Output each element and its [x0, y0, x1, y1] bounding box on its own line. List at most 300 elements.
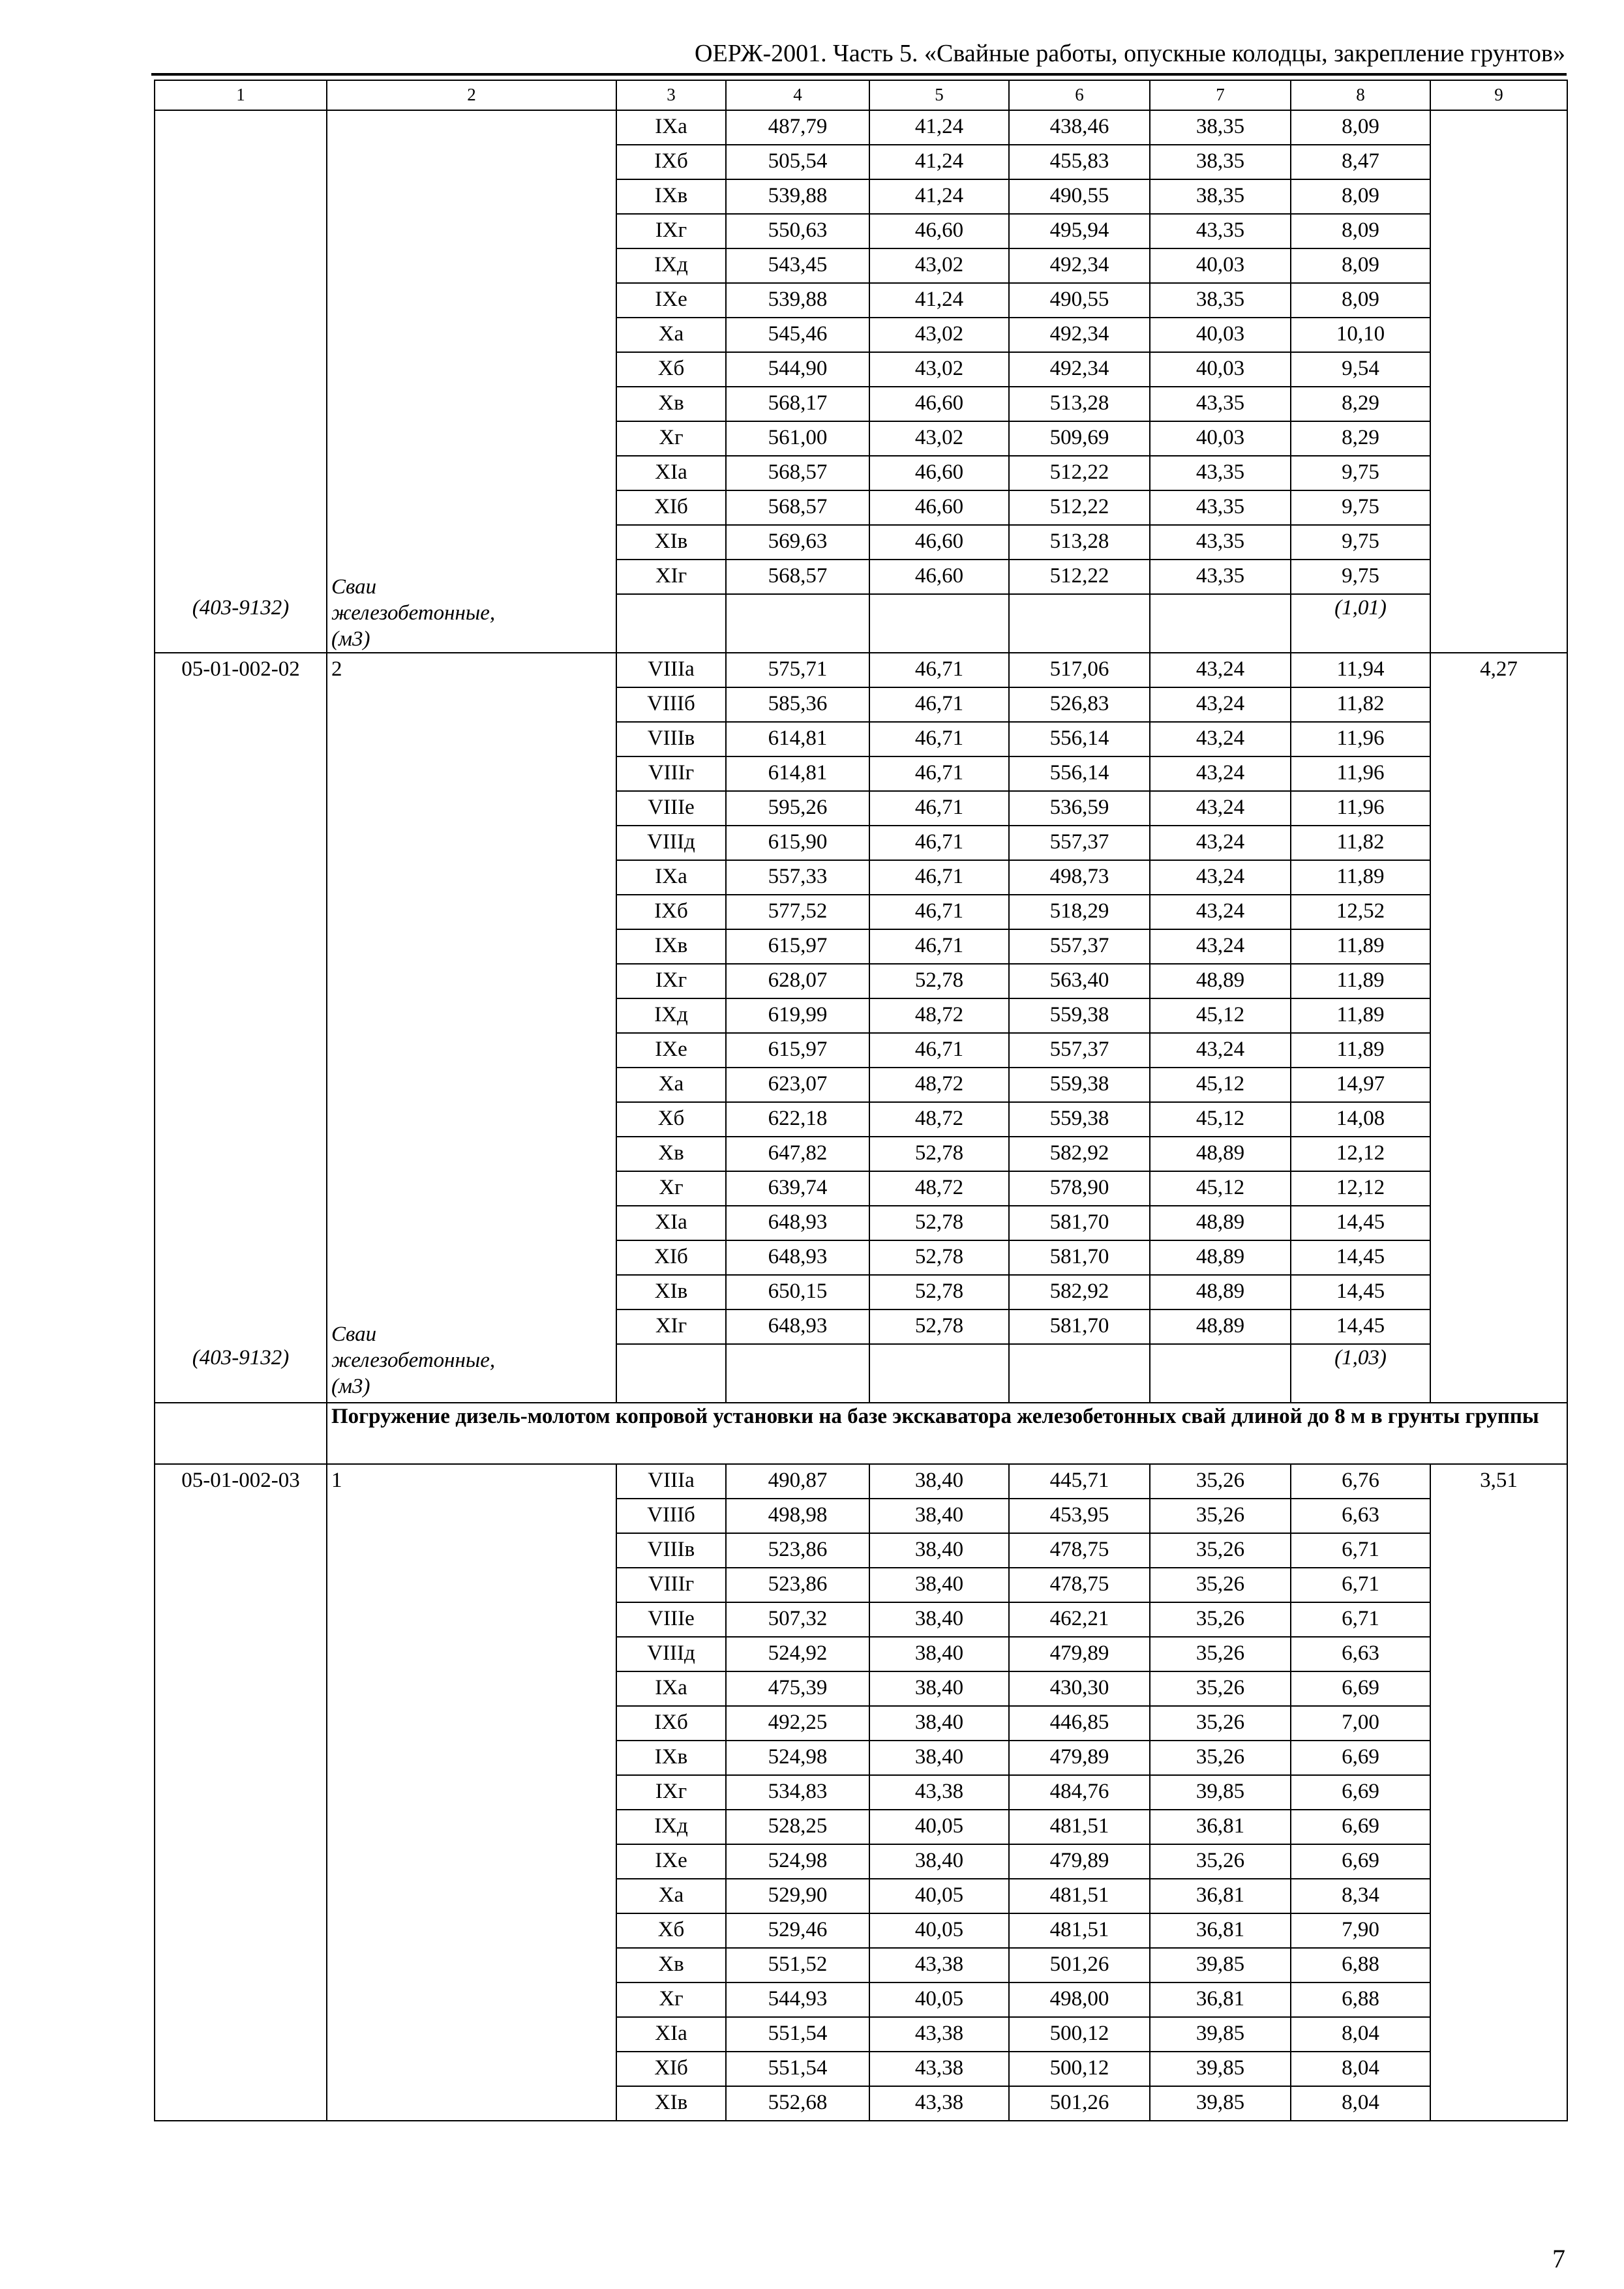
wages-cell: 38,40: [869, 1844, 1009, 1879]
total-cost-cell: 622,18: [726, 1102, 869, 1137]
wages-cell: 46,60: [869, 525, 1009, 560]
machine-cost-cell: 479,89: [1009, 1844, 1150, 1879]
grunt-group-cell: Xв: [616, 1948, 726, 1982]
grunt-group-cell: VIIIг: [616, 1568, 726, 1602]
empty-cell: [726, 1344, 869, 1403]
operator-wages-cell: 35,26: [1150, 1741, 1291, 1775]
grunt-group-cell: VIIIв: [616, 1533, 726, 1568]
materials-cost-cell: 12,12: [1291, 1171, 1430, 1206]
materials-cost-cell: 6,69: [1291, 1810, 1430, 1844]
materials-cost-cell: 8,09: [1291, 283, 1430, 318]
machine-cost-cell: 498,00: [1009, 1982, 1150, 2017]
materials-cost-cell: 6,88: [1291, 1982, 1430, 2017]
operator-wages-cell: 43,35: [1150, 214, 1291, 248]
norm-variant: 2: [331, 657, 342, 681]
wages-cell: 46,60: [869, 387, 1009, 421]
empty-cell: [1009, 1344, 1150, 1403]
total-cost-cell: 551,54: [726, 2052, 869, 2086]
operator-wages-cell: 48,89: [1150, 1309, 1291, 1344]
machine-cost-cell: 490,55: [1009, 179, 1150, 214]
operator-wages-cell: 39,85: [1150, 2052, 1291, 2086]
table-body: [155, 80, 1567, 2121]
total-cost-cell: 490,87: [726, 1464, 869, 1499]
wages-cell: 48,72: [869, 1068, 1009, 1102]
total-cost-cell: 561,00: [726, 421, 869, 456]
machine-cost-cell: 481,51: [1009, 1879, 1150, 1913]
grunt-group-cell: XIа: [616, 1206, 726, 1240]
materials-cost-cell: 6,69: [1291, 1775, 1430, 1810]
machine-cost-cell: 492,34: [1009, 318, 1150, 352]
total-cost-cell: 524,92: [726, 1637, 869, 1671]
empty-cell: [1150, 1344, 1291, 1403]
wages-cell: 48,72: [869, 1102, 1009, 1137]
machine-cost-cell: 556,14: [1009, 756, 1150, 791]
grunt-group-cell: VIIIа: [616, 1464, 726, 1499]
wages-cell: 46,71: [869, 722, 1009, 756]
grunt-group-cell: VIIIд: [616, 1637, 726, 1671]
materials-cost-cell: 10,10: [1291, 318, 1430, 352]
machine-cost-cell: 512,22: [1009, 560, 1150, 594]
materials-cost-cell: 6,63: [1291, 1499, 1430, 1533]
resource-name: Сваи железобетонные, (м3): [331, 575, 496, 651]
operator-wages-cell: 43,24: [1150, 895, 1291, 929]
machine-cost-cell: 479,89: [1009, 1637, 1150, 1671]
wages-cell: 52,78: [869, 1240, 1009, 1275]
total-cost-cell: 498,98: [726, 1499, 869, 1533]
grunt-group-cell: Xб: [616, 1913, 726, 1948]
materials-cost-cell: 8,09: [1291, 179, 1430, 214]
materials-cost-cell: 14,45: [1291, 1309, 1430, 1344]
header-divider: [151, 73, 1567, 76]
total-cost-cell: 524,98: [726, 1844, 869, 1879]
wages-cell: 38,40: [869, 1533, 1009, 1568]
total-cost-cell: 623,07: [726, 1068, 869, 1102]
machine-cost-cell: 500,12: [1009, 2052, 1150, 2086]
total-cost-cell: 648,93: [726, 1309, 869, 1344]
total-cost-cell: 475,39: [726, 1671, 869, 1706]
materials-cost-cell: 7,00: [1291, 1706, 1430, 1741]
materials-cost-cell: 8,04: [1291, 2052, 1430, 2086]
wages-cell: 41,24: [869, 179, 1009, 214]
operator-wages-cell: 43,24: [1150, 1033, 1291, 1068]
wages-cell: 41,24: [869, 283, 1009, 318]
materials-cost-cell: 8,09: [1291, 110, 1430, 145]
total-cost-cell: 614,81: [726, 722, 869, 756]
operator-wages-cell: 43,24: [1150, 653, 1291, 687]
materials-cost-cell: 8,09: [1291, 214, 1430, 248]
total-cost-cell: 528,25: [726, 1810, 869, 1844]
wages-cell: 46,60: [869, 214, 1009, 248]
operator-wages-cell: 43,24: [1150, 826, 1291, 860]
materials-cost-cell: 8,04: [1291, 2086, 1430, 2121]
wages-cell: 43,38: [869, 2086, 1009, 2121]
materials-cost-cell: 6,71: [1291, 1533, 1430, 1568]
materials-cost-cell: 8,29: [1291, 421, 1430, 456]
empty-cell: [869, 1344, 1009, 1403]
grunt-group-cell: IXа: [616, 860, 726, 895]
materials-cost-cell: 14,08: [1291, 1102, 1430, 1137]
operator-wages-cell: 45,12: [1150, 1068, 1291, 1102]
grunt-group-cell: VIIIе: [616, 1602, 726, 1637]
materials-cost-cell: 8,47: [1291, 145, 1430, 179]
machine-cost-cell: 582,92: [1009, 1275, 1150, 1309]
section-title: Погружение дизель-молотом копровой установки на базе экскаватора железобетонных свай длиной до 8 м в грунты группы: [327, 1403, 1567, 1464]
norm-hours: 4,27: [1480, 657, 1518, 681]
wages-cell: 43,02: [869, 248, 1009, 283]
machine-cost-cell: 498,73: [1009, 860, 1150, 895]
machine-cost-cell: 526,83: [1009, 687, 1150, 722]
description-cell: [327, 653, 616, 1403]
machine-cost-cell: 513,28: [1009, 525, 1150, 560]
wages-cell: 40,05: [869, 1982, 1009, 2017]
machine-cost-cell: 430,30: [1009, 1671, 1150, 1706]
operator-wages-cell: 43,24: [1150, 860, 1291, 895]
wages-cell: 52,78: [869, 1206, 1009, 1240]
wages-cell: 46,71: [869, 929, 1009, 964]
grunt-group-cell: IXв: [616, 1741, 726, 1775]
grunt-group-cell: VIIIб: [616, 687, 726, 722]
operator-wages-cell: 45,12: [1150, 998, 1291, 1033]
empty-cell: [155, 1403, 327, 1464]
wages-cell: 52,78: [869, 964, 1009, 998]
materials-cost-cell: 9,75: [1291, 490, 1430, 525]
total-cost-cell: 568,17: [726, 387, 869, 421]
wages-cell: 43,38: [869, 1775, 1009, 1810]
resource-code: (403-9132): [192, 596, 290, 620]
wages-cell: 46,71: [869, 791, 1009, 826]
materials-cost-cell: 6,69: [1291, 1741, 1430, 1775]
grunt-group-cell: IXе: [616, 1033, 726, 1068]
materials-cost-cell: 6,76: [1291, 1464, 1430, 1499]
materials-cost-cell: 11,89: [1291, 1033, 1430, 1068]
operator-wages-cell: 38,35: [1150, 179, 1291, 214]
machine-cost-cell: 559,38: [1009, 1068, 1150, 1102]
column-number: 3: [616, 80, 726, 110]
norm-hours-cell: [1430, 1464, 1567, 2121]
wages-cell: 46,71: [869, 826, 1009, 860]
wages-cell: 40,05: [869, 1879, 1009, 1913]
wages-cell: 43,38: [869, 2017, 1009, 2052]
column-number-row: [155, 80, 1567, 110]
operator-wages-cell: 35,26: [1150, 1533, 1291, 1568]
operator-wages-cell: 43,24: [1150, 929, 1291, 964]
machine-cost-cell: 492,34: [1009, 352, 1150, 387]
machine-cost-cell: 581,70: [1009, 1309, 1150, 1344]
machine-cost-cell: 578,90: [1009, 1171, 1150, 1206]
machine-cost-cell: 445,71: [1009, 1464, 1150, 1499]
column-number: 1: [155, 80, 327, 110]
operator-wages-cell: 39,85: [1150, 1948, 1291, 1982]
materials-cost-cell: 7,90: [1291, 1913, 1430, 1948]
operator-wages-cell: 40,03: [1150, 421, 1291, 456]
table-row: [155, 110, 1567, 145]
total-cost-cell: 539,88: [726, 179, 869, 214]
materials-cost-cell: 11,82: [1291, 687, 1430, 722]
grunt-group-cell: IXв: [616, 929, 726, 964]
operator-wages-cell: 43,24: [1150, 722, 1291, 756]
total-cost-cell: 487,79: [726, 110, 869, 145]
operator-wages-cell: 35,26: [1150, 1671, 1291, 1706]
code-cell: [155, 110, 327, 653]
total-cost-cell: 529,46: [726, 1913, 869, 1948]
total-cost-cell: 545,46: [726, 318, 869, 352]
machine-cost-cell: 446,85: [1009, 1706, 1150, 1741]
wages-cell: 52,78: [869, 1275, 1009, 1309]
materials-cost-cell: 12,12: [1291, 1137, 1430, 1171]
operator-wages-cell: 35,26: [1150, 1637, 1291, 1671]
machine-cost-cell: 455,83: [1009, 145, 1150, 179]
resource-qty-cell: (1,01): [1291, 594, 1430, 653]
operator-wages-cell: 35,26: [1150, 1568, 1291, 1602]
total-cost-cell: 619,99: [726, 998, 869, 1033]
grunt-group-cell: IXа: [616, 110, 726, 145]
empty-cell: [726, 594, 869, 653]
operator-wages-cell: 48,89: [1150, 1137, 1291, 1171]
grunt-group-cell: XIв: [616, 1275, 726, 1309]
materials-cost-cell: 9,75: [1291, 525, 1430, 560]
grunt-group-cell: VIIIг: [616, 756, 726, 791]
total-cost-cell: 492,25: [726, 1706, 869, 1741]
machine-cost-cell: 479,89: [1009, 1741, 1150, 1775]
operator-wages-cell: 43,24: [1150, 791, 1291, 826]
materials-cost-cell: 6,63: [1291, 1637, 1430, 1671]
machine-cost-cell: 492,34: [1009, 248, 1150, 283]
grunt-group-cell: Xв: [616, 387, 726, 421]
wages-cell: 46,71: [869, 860, 1009, 895]
wages-cell: 38,40: [869, 1741, 1009, 1775]
materials-cost-cell: 6,69: [1291, 1844, 1430, 1879]
materials-cost-cell: 11,96: [1291, 756, 1430, 791]
norm-hours-cell: [1430, 110, 1567, 653]
materials-cost-cell: 9,75: [1291, 456, 1430, 490]
machine-cost-cell: 536,59: [1009, 791, 1150, 826]
operator-wages-cell: 48,89: [1150, 1275, 1291, 1309]
grunt-group-cell: XIб: [616, 490, 726, 525]
resource-name: Сваи железобетонные, (м3): [331, 1323, 496, 1398]
operator-wages-cell: 40,03: [1150, 352, 1291, 387]
materials-cost-cell: 9,54: [1291, 352, 1430, 387]
operator-wages-cell: 43,24: [1150, 756, 1291, 791]
resource-qty-cell: (1,03): [1291, 1344, 1430, 1403]
wages-cell: 46,60: [869, 490, 1009, 525]
empty-cell: [1009, 594, 1150, 653]
description-cell: [327, 1464, 616, 2121]
materials-cost-cell: 6,88: [1291, 1948, 1430, 1982]
operator-wages-cell: 48,89: [1150, 1240, 1291, 1275]
materials-cost-cell: 11,82: [1291, 826, 1430, 860]
total-cost-cell: 628,07: [726, 964, 869, 998]
norm-code: 05-01-002-02: [181, 657, 300, 681]
machine-cost-cell: 557,37: [1009, 826, 1150, 860]
grunt-group-cell: IXб: [616, 895, 726, 929]
grunt-group-cell: Xг: [616, 1171, 726, 1206]
wages-cell: 43,02: [869, 421, 1009, 456]
machine-cost-cell: 556,14: [1009, 722, 1150, 756]
operator-wages-cell: 36,81: [1150, 1879, 1291, 1913]
total-cost-cell: 639,74: [726, 1171, 869, 1206]
materials-cost-cell: 8,29: [1291, 387, 1430, 421]
machine-cost-cell: 557,37: [1009, 929, 1150, 964]
machine-cost-cell: 581,70: [1009, 1206, 1150, 1240]
column-number: 4: [726, 80, 869, 110]
wages-cell: 38,40: [869, 1706, 1009, 1741]
total-cost-cell: 507,32: [726, 1602, 869, 1637]
resource-code: (403-9132): [192, 1346, 290, 1369]
machine-cost-cell: 478,75: [1009, 1533, 1150, 1568]
wages-cell: 38,40: [869, 1568, 1009, 1602]
column-number: 2: [327, 80, 616, 110]
operator-wages-cell: 43,24: [1150, 687, 1291, 722]
grunt-group-cell: IXе: [616, 1844, 726, 1879]
operator-wages-cell: 48,89: [1150, 964, 1291, 998]
total-cost-cell: 534,83: [726, 1775, 869, 1810]
grunt-group-cell: VIIIа: [616, 653, 726, 687]
wages-cell: 46,60: [869, 456, 1009, 490]
empty-cell: [1150, 594, 1291, 653]
materials-cost-cell: 14,97: [1291, 1068, 1430, 1102]
grunt-group-cell: Xа: [616, 318, 726, 352]
wages-cell: 38,40: [869, 1499, 1009, 1533]
machine-cost-cell: 513,28: [1009, 387, 1150, 421]
materials-cost-cell: 9,75: [1291, 560, 1430, 594]
grunt-group-cell: XIг: [616, 1309, 726, 1344]
operator-wages-cell: 43,35: [1150, 490, 1291, 525]
machine-cost-cell: 481,51: [1009, 1913, 1150, 1948]
operator-wages-cell: 40,03: [1150, 318, 1291, 352]
total-cost-cell: 544,90: [726, 352, 869, 387]
total-cost-cell: 543,45: [726, 248, 869, 283]
total-cost-cell: 648,93: [726, 1240, 869, 1275]
machine-cost-cell: 582,92: [1009, 1137, 1150, 1171]
operator-wages-cell: 43,35: [1150, 560, 1291, 594]
total-cost-cell: 614,81: [726, 756, 869, 791]
grunt-group-cell: Xг: [616, 421, 726, 456]
total-cost-cell: 650,15: [726, 1275, 869, 1309]
grunt-group-cell: IXд: [616, 1810, 726, 1844]
empty-cell: [869, 594, 1009, 653]
total-cost-cell: 524,98: [726, 1741, 869, 1775]
column-number: 9: [1430, 80, 1567, 110]
total-cost-cell: 544,93: [726, 1982, 869, 2017]
grunt-group-cell: Xа: [616, 1879, 726, 1913]
operator-wages-cell: 38,35: [1150, 110, 1291, 145]
total-cost-cell: 523,86: [726, 1568, 869, 1602]
column-number: 8: [1291, 80, 1430, 110]
page-number: 7: [1552, 2244, 1565, 2273]
machine-cost-cell: 481,51: [1009, 1810, 1150, 1844]
operator-wages-cell: 36,81: [1150, 1810, 1291, 1844]
grunt-group-cell: XIб: [616, 2052, 726, 2086]
operator-wages-cell: 39,85: [1150, 2017, 1291, 2052]
section-row: [155, 1403, 1567, 1464]
operator-wages-cell: 39,85: [1150, 1775, 1291, 1810]
machine-cost-cell: 517,06: [1009, 653, 1150, 687]
norm-hours-cell: [1430, 653, 1567, 1403]
total-cost-cell: 575,71: [726, 653, 869, 687]
operator-wages-cell: 45,12: [1150, 1171, 1291, 1206]
operator-wages-cell: 45,12: [1150, 1102, 1291, 1137]
total-cost-cell: 550,63: [726, 214, 869, 248]
wages-cell: 46,71: [869, 1033, 1009, 1068]
grunt-group-cell: XIг: [616, 560, 726, 594]
materials-cost-cell: 12,52: [1291, 895, 1430, 929]
total-cost-cell: 551,54: [726, 2017, 869, 2052]
operator-wages-cell: 36,81: [1150, 1913, 1291, 1948]
materials-cost-cell: 11,89: [1291, 964, 1430, 998]
operator-wages-cell: 43,35: [1150, 525, 1291, 560]
total-cost-cell: 552,68: [726, 2086, 869, 2121]
wages-cell: 43,38: [869, 1948, 1009, 1982]
wages-cell: 48,72: [869, 998, 1009, 1033]
grunt-group-cell: Xг: [616, 1982, 726, 2017]
operator-wages-cell: 43,35: [1150, 387, 1291, 421]
materials-cost-cell: 6,71: [1291, 1568, 1430, 1602]
operator-wages-cell: 35,26: [1150, 1602, 1291, 1637]
operator-wages-cell: 35,26: [1150, 1844, 1291, 1879]
machine-cost-cell: 501,26: [1009, 1948, 1150, 1982]
grunt-group-cell: IXг: [616, 214, 726, 248]
operator-wages-cell: 36,81: [1150, 1982, 1291, 2017]
total-cost-cell: 568,57: [726, 456, 869, 490]
grunt-group-cell: XIв: [616, 525, 726, 560]
grunt-group-cell: VIIIв: [616, 722, 726, 756]
code-cell: [155, 653, 327, 1403]
total-cost-cell: 569,63: [726, 525, 869, 560]
description-cell: [327, 110, 616, 653]
operator-wages-cell: 35,26: [1150, 1499, 1291, 1533]
machine-cost-cell: 453,95: [1009, 1499, 1150, 1533]
wages-cell: 46,71: [869, 756, 1009, 791]
grunt-group-cell: XIа: [616, 456, 726, 490]
total-cost-cell: 595,26: [726, 791, 869, 826]
operator-wages-cell: 35,26: [1150, 1706, 1291, 1741]
machine-cost-cell: 557,37: [1009, 1033, 1150, 1068]
wages-cell: 46,71: [869, 895, 1009, 929]
materials-cost-cell: 14,45: [1291, 1240, 1430, 1275]
grunt-group-cell: Xа: [616, 1068, 726, 1102]
materials-cost-cell: 11,89: [1291, 860, 1430, 895]
total-cost-cell: 505,54: [726, 145, 869, 179]
materials-cost-cell: 14,45: [1291, 1206, 1430, 1240]
column-number: 7: [1150, 80, 1291, 110]
wages-cell: 43,02: [869, 352, 1009, 387]
grunt-group-cell: IXе: [616, 283, 726, 318]
total-cost-cell: 647,82: [726, 1137, 869, 1171]
wages-cell: 38,40: [869, 1637, 1009, 1671]
machine-cost-cell: 512,22: [1009, 456, 1150, 490]
wages-cell: 38,40: [869, 1464, 1009, 1499]
grunt-group-cell: XIа: [616, 2017, 726, 2052]
machine-cost-cell: 581,70: [1009, 1240, 1150, 1275]
grunt-group-cell: IXб: [616, 145, 726, 179]
grunt-group-cell: IXд: [616, 248, 726, 283]
table-row: [155, 653, 1567, 687]
materials-cost-cell: 8,04: [1291, 2017, 1430, 2052]
wages-cell: 38,40: [869, 1671, 1009, 1706]
operator-wages-cell: 40,03: [1150, 248, 1291, 283]
total-cost-cell: 585,36: [726, 687, 869, 722]
materials-cost-cell: 6,71: [1291, 1602, 1430, 1637]
materials-cost-cell: 14,45: [1291, 1275, 1430, 1309]
grunt-group-cell: XIв: [616, 2086, 726, 2121]
grunt-group-cell: Xв: [616, 1137, 726, 1171]
table-row: [155, 1464, 1567, 1499]
materials-cost-cell: 11,96: [1291, 722, 1430, 756]
operator-wages-cell: 35,26: [1150, 1464, 1291, 1499]
machine-cost-cell: 478,75: [1009, 1568, 1150, 1602]
operator-wages-cell: 39,85: [1150, 2086, 1291, 2121]
total-cost-cell: 577,52: [726, 895, 869, 929]
